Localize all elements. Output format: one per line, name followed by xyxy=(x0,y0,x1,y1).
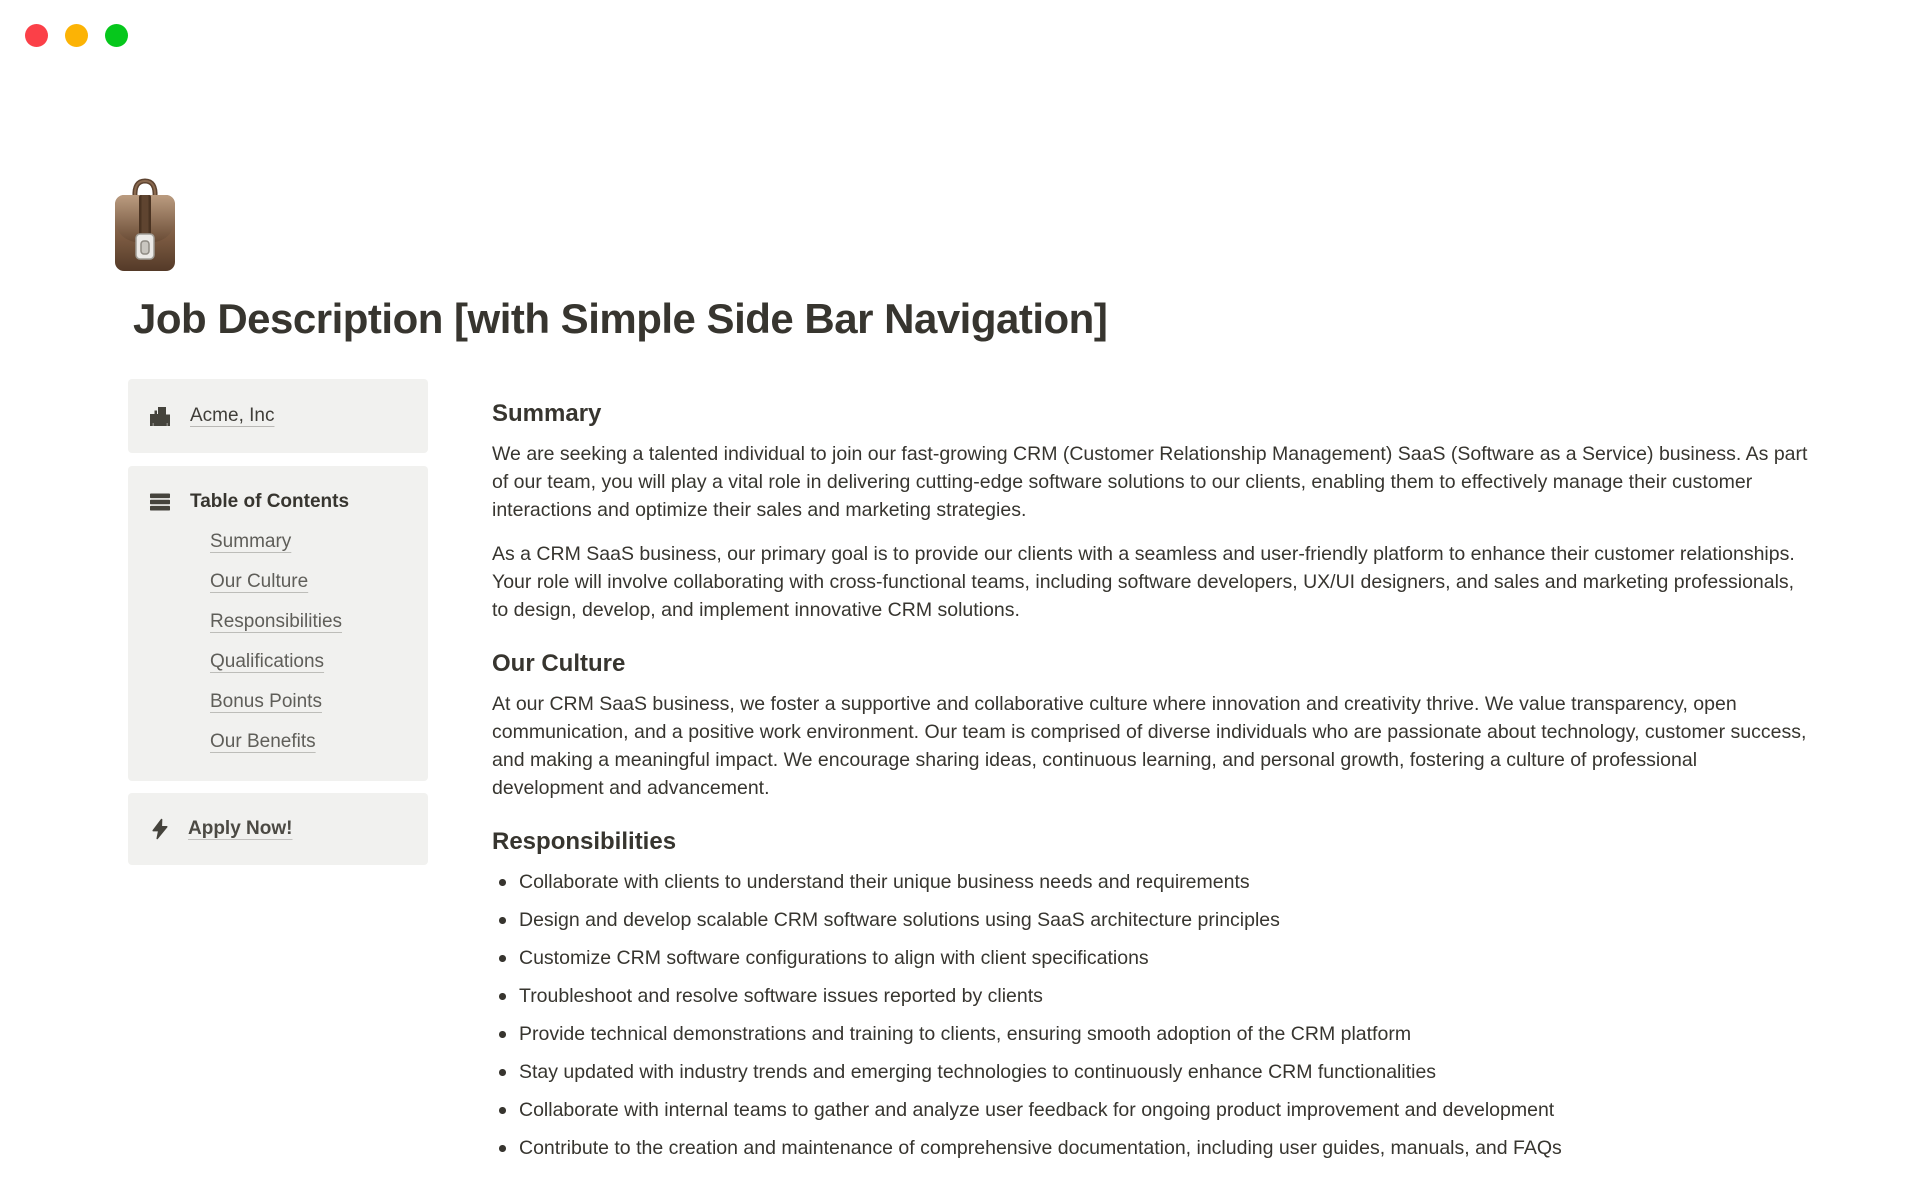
toc-link-summary[interactable]: Summary xyxy=(210,531,292,552)
briefcase-icon[interactable] xyxy=(113,176,177,273)
section-heading-summary: Summary xyxy=(492,400,602,427)
toc-link-responsibilities[interactable]: Responsibilities xyxy=(210,611,343,632)
list-item: Troubleshoot and resolve software issues reported by clients xyxy=(492,982,1814,1010)
list-item: Provide technical demonstrations and training to clients, ensuring smooth adoption of the CRM platform xyxy=(492,1020,1814,1048)
lightning-icon xyxy=(148,817,172,841)
apply-now-link[interactable]: Apply Now! xyxy=(188,818,293,839)
list-item: Customize CRM software configurations to align with client specifications xyxy=(492,944,1814,972)
list-item: Collaborate with internal teams to gather and analyze user feedback for ongoing product improvement and development xyxy=(492,1096,1814,1124)
list-icon xyxy=(148,490,172,514)
window-controls xyxy=(25,24,128,47)
building-icon xyxy=(148,404,172,428)
list-item: Collaborate with clients to understand their unique business needs and requirements xyxy=(492,868,1814,896)
company-card xyxy=(128,379,428,453)
responsibilities-list xyxy=(492,868,1814,1162)
company-link[interactable]: Acme, Inc xyxy=(190,405,275,426)
toc-link-bonus-points[interactable]: Bonus Points xyxy=(210,691,322,712)
culture-paragraph: At our CRM SaaS business, we foster a supportive and collaborative culture where innovation and creativity thrive. We value transparency, open communication, and a positive work environment. Our team is comprised of diverse individuals who are passionate about technology, customer success, and making a meaningful impact. We encourage sharing ideas, continuous learning, and personal growth, fostering a culture of professional development and advancement. xyxy=(492,693,1807,799)
close-window-icon[interactable] xyxy=(25,24,48,47)
list-item: Contribute to the creation and maintenance of comprehensive documentation, including user guides, manuals, and FAQs xyxy=(492,1134,1814,1162)
minimize-window-icon[interactable] xyxy=(65,24,88,47)
main-content xyxy=(492,398,1814,1172)
toc-link-our-benefits[interactable]: Our Benefits xyxy=(210,731,316,752)
page-title: Job Description [with Simple Side Bar Navigation] xyxy=(133,295,1108,342)
toc-link-our-culture[interactable]: Our Culture xyxy=(210,571,309,592)
section-summary xyxy=(492,398,1814,624)
section-our-culture xyxy=(492,648,1814,802)
sidebar xyxy=(128,379,428,865)
table-of-contents-card xyxy=(128,466,428,781)
toc-link-qualifications[interactable]: Qualifications xyxy=(210,651,325,672)
apply-now-card xyxy=(128,793,428,865)
zoom-window-icon[interactable] xyxy=(105,24,128,47)
toc-title: Table of Contents xyxy=(190,491,350,512)
toc-links xyxy=(210,530,408,753)
list-item: Stay updated with industry trends and emerging technologies to continuously enhance CRM functionalities xyxy=(492,1058,1814,1086)
section-heading-our-culture: Our Culture xyxy=(492,650,626,677)
list-item: Design and develop scalable CRM software solutions using SaaS architecture principles xyxy=(492,906,1814,934)
summary-paragraph-1: We are seeking a talented individual to join our fast-growing CRM (Customer Relationship Management) SaaS (Software as a Service) business. As part of our team, you will play a vital role in delivering cutting-edge software solutions to our clients, enabling them to effectively manage their customer interactions and optimize their sales and marketing strategies. xyxy=(492,443,1808,521)
section-heading-responsibilities: Responsibilities xyxy=(492,828,677,855)
summary-paragraph-2: As a CRM SaaS business, our primary goal is to provide our clients with a seamless and user-friendly platform to enhance their customer relationships. Your role will involve collaborating with cross-functional teams, including software developers, UX/UI designers, and sales and marketing professionals, to design, develop, and implement innovative CRM solutions. xyxy=(492,543,1795,621)
section-responsibilities xyxy=(492,826,1814,1162)
